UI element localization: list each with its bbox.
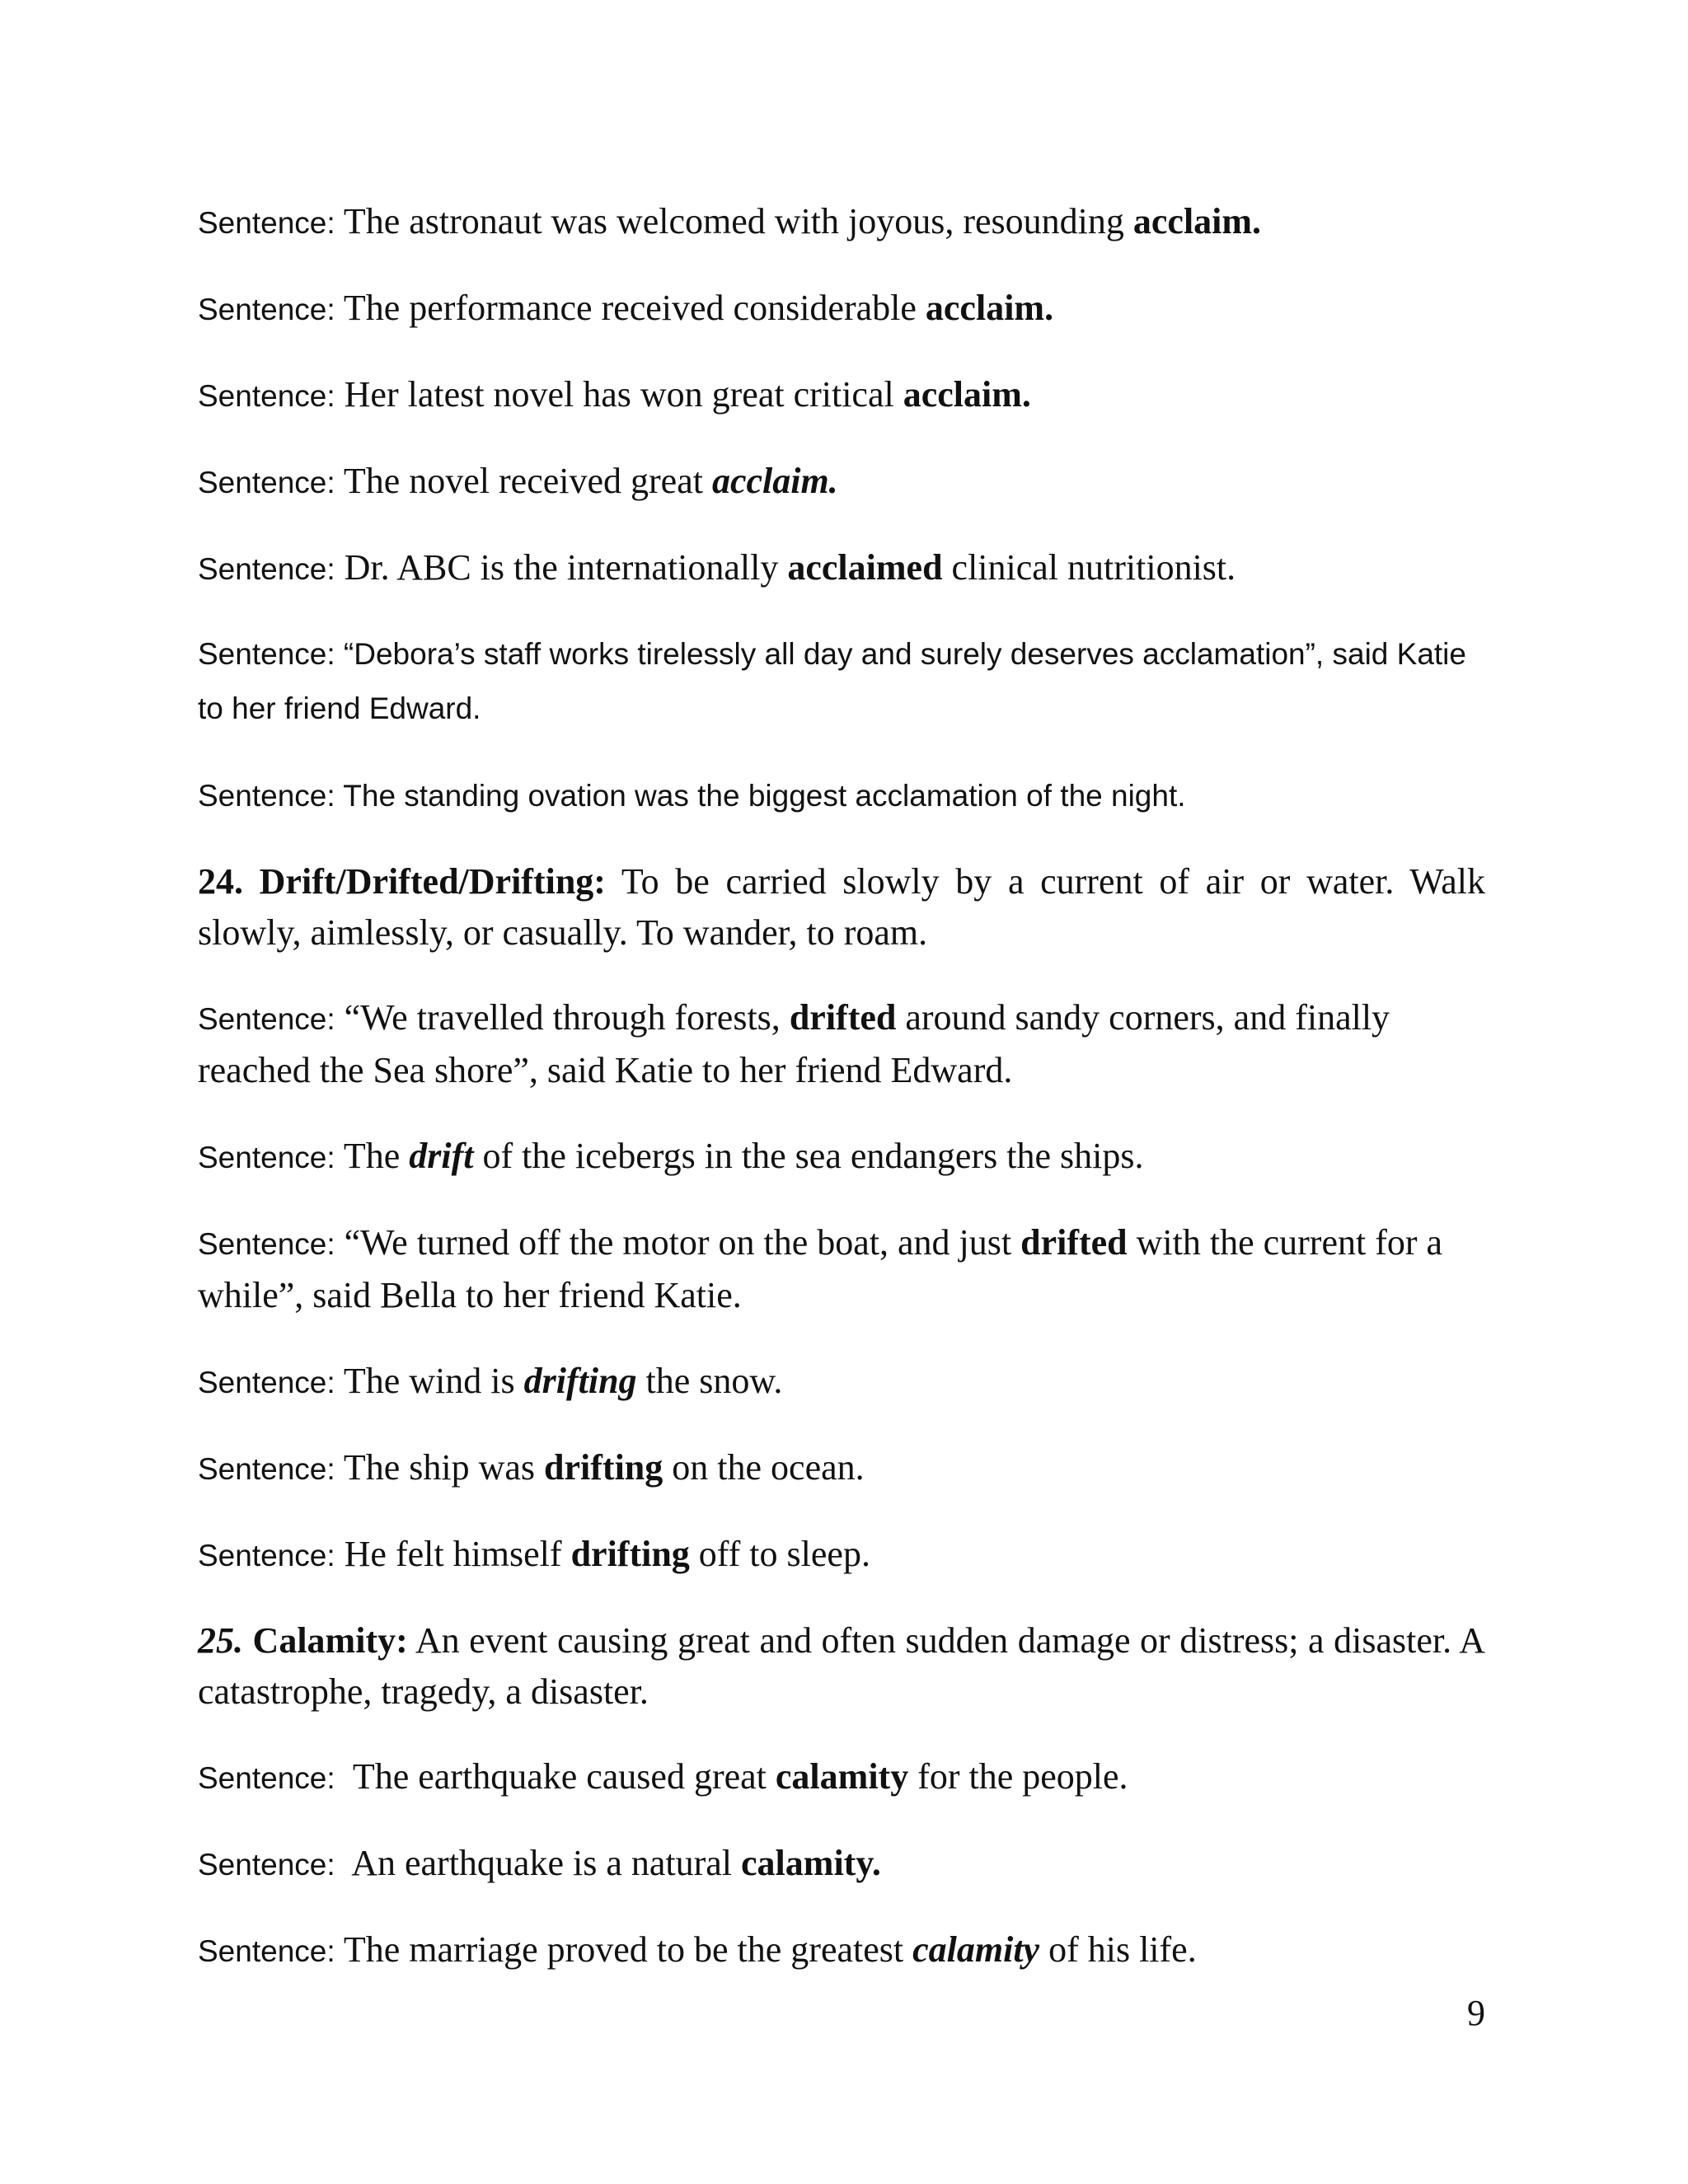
- sentence-label: Sentence:: [198, 379, 335, 413]
- sentence-acclaim-1: [198, 196, 1485, 249]
- sentence-text: Her latest novel has won great critical: [344, 374, 903, 415]
- sentence-label: Sentence:: [198, 637, 335, 671]
- sentence-acclaim-7: [198, 769, 1485, 823]
- sentence-text: The wind is: [343, 1361, 524, 1401]
- keyword: acclaimed: [787, 547, 943, 588]
- keyword: acclaim.: [711, 461, 838, 501]
- sentence-label: Sentence:: [198, 552, 335, 586]
- sentence-text: with the current for a while”, said Bella to her friend Katie.: [198, 1222, 1443, 1315]
- keyword: drifting: [544, 1447, 663, 1488]
- page-number: 9: [1467, 1993, 1485, 2033]
- sentence-text: The novel received great: [343, 461, 712, 501]
- sentence-drift-4: [198, 1356, 1485, 1408]
- sentence-text: off to sleep.: [689, 1534, 870, 1574]
- sentence-label: Sentence:: [198, 1539, 335, 1572]
- sentence-text: He felt himself: [344, 1534, 571, 1574]
- sentence-text: “We turned off the motor on the boat, and just: [344, 1222, 1021, 1263]
- sentence-calamity-2: [198, 1838, 1485, 1891]
- keyword: acclaim.: [1132, 201, 1262, 241]
- keyword: drifted: [1020, 1222, 1128, 1263]
- sentence-drift-2: [198, 1131, 1485, 1183]
- sentence-calamity-1: [198, 1751, 1485, 1804]
- entry-word: Calamity:: [243, 1620, 408, 1661]
- sentence-label: Sentence:: [198, 1934, 335, 1968]
- keyword: drift: [409, 1136, 474, 1176]
- sentence-drift-3: [198, 1217, 1485, 1321]
- sentence-drift-5: [198, 1442, 1485, 1495]
- sentence-acclaim-3: [198, 369, 1485, 422]
- sentence-text: The performance received considerable: [343, 288, 926, 328]
- sentence-text: “Debora’s staff works tirelessly all day and surely deserves acclamation”, said Katie to her friend Edward.: [198, 637, 1466, 725]
- sentence-label: Sentence:: [198, 1452, 335, 1486]
- entry-drift: [198, 856, 1485, 958]
- sentence-text: “We travelled through forests,: [344, 997, 790, 1038]
- sentence-label: Sentence:: [198, 779, 335, 813]
- sentence-label: Sentence:: [198, 1002, 335, 1036]
- sentence-acclaim-6: [198, 627, 1485, 736]
- sentence-text: of his life.: [1039, 1929, 1197, 1970]
- sentence-label: Sentence:: [198, 1227, 335, 1261]
- sentence-label: Sentence:: [198, 206, 335, 240]
- entry-number: 25.: [198, 1620, 243, 1661]
- sentence-label: Sentence:: [198, 1141, 335, 1174]
- sentence-text: for the people.: [908, 1756, 1128, 1797]
- sentence-label: Sentence:: [198, 1761, 335, 1795]
- sentence-text: around sandy corners, and finally reached the Sea shore”, said Katie to her friend Edward.: [198, 997, 1390, 1090]
- sentence-text: The standing ovation was the biggest acclamation of the night.: [343, 779, 1186, 813]
- sentence-label: Sentence:: [198, 466, 335, 499]
- sentence-calamity-3: [198, 1924, 1485, 1977]
- sentence-label: Sentence:: [198, 1366, 335, 1399]
- sentence-drift-1: [198, 992, 1485, 1096]
- entry-definition: An event causing great and often sudden damage or distress; a disaster. A catastrophe, tragedy, a disaster.: [198, 1620, 1485, 1712]
- sentence-text: The earthquake caused great: [335, 1756, 776, 1797]
- sentence-text: The astronaut was welcomed with joyous, resounding: [343, 201, 1133, 241]
- entry-heading: 24. Drift/Drifted/Drifting:: [198, 861, 606, 902]
- sentence-text: of the icebergs in the sea endangers the ships.: [473, 1136, 1144, 1176]
- sentence-text: on the ocean.: [663, 1447, 865, 1488]
- entry-calamity: [198, 1615, 1485, 1718]
- entry-definition: To be carried slowly by a current of air or water. Walk slowly, aimlessly, or casually. To wander, to roam.: [198, 861, 1485, 953]
- keyword: calamity: [775, 1756, 909, 1797]
- sentence-acclaim-2: [198, 283, 1485, 335]
- keyword: acclaim.: [925, 288, 1054, 328]
- keyword: drifting: [523, 1361, 637, 1401]
- keyword: drifted: [789, 997, 897, 1038]
- sentence-text: The marriage proved to be the greatest: [343, 1929, 913, 1970]
- sentence-text: The: [343, 1136, 410, 1176]
- keyword: acclaim.: [903, 374, 1031, 415]
- keyword: calamity.: [741, 1843, 881, 1883]
- sentence-label: Sentence:: [198, 293, 335, 326]
- entry-heading: [198, 1620, 408, 1661]
- sentence-drift-6: [198, 1529, 1485, 1582]
- sentence-text: An earthquake is a natural: [335, 1843, 742, 1883]
- sentence-acclaim-4: [198, 456, 1485, 509]
- sentence-text: The ship was: [343, 1447, 545, 1488]
- sentence-text: Dr. ABC is the internationally: [344, 547, 788, 588]
- sentence-text: the snow.: [636, 1361, 783, 1401]
- keyword: drifting: [570, 1534, 690, 1574]
- sentence-acclaim-5: [198, 542, 1485, 595]
- keyword: calamity: [912, 1929, 1040, 1970]
- sentence-label: Sentence:: [198, 1848, 335, 1882]
- sentence-text: clinical nutritionist.: [942, 547, 1236, 588]
